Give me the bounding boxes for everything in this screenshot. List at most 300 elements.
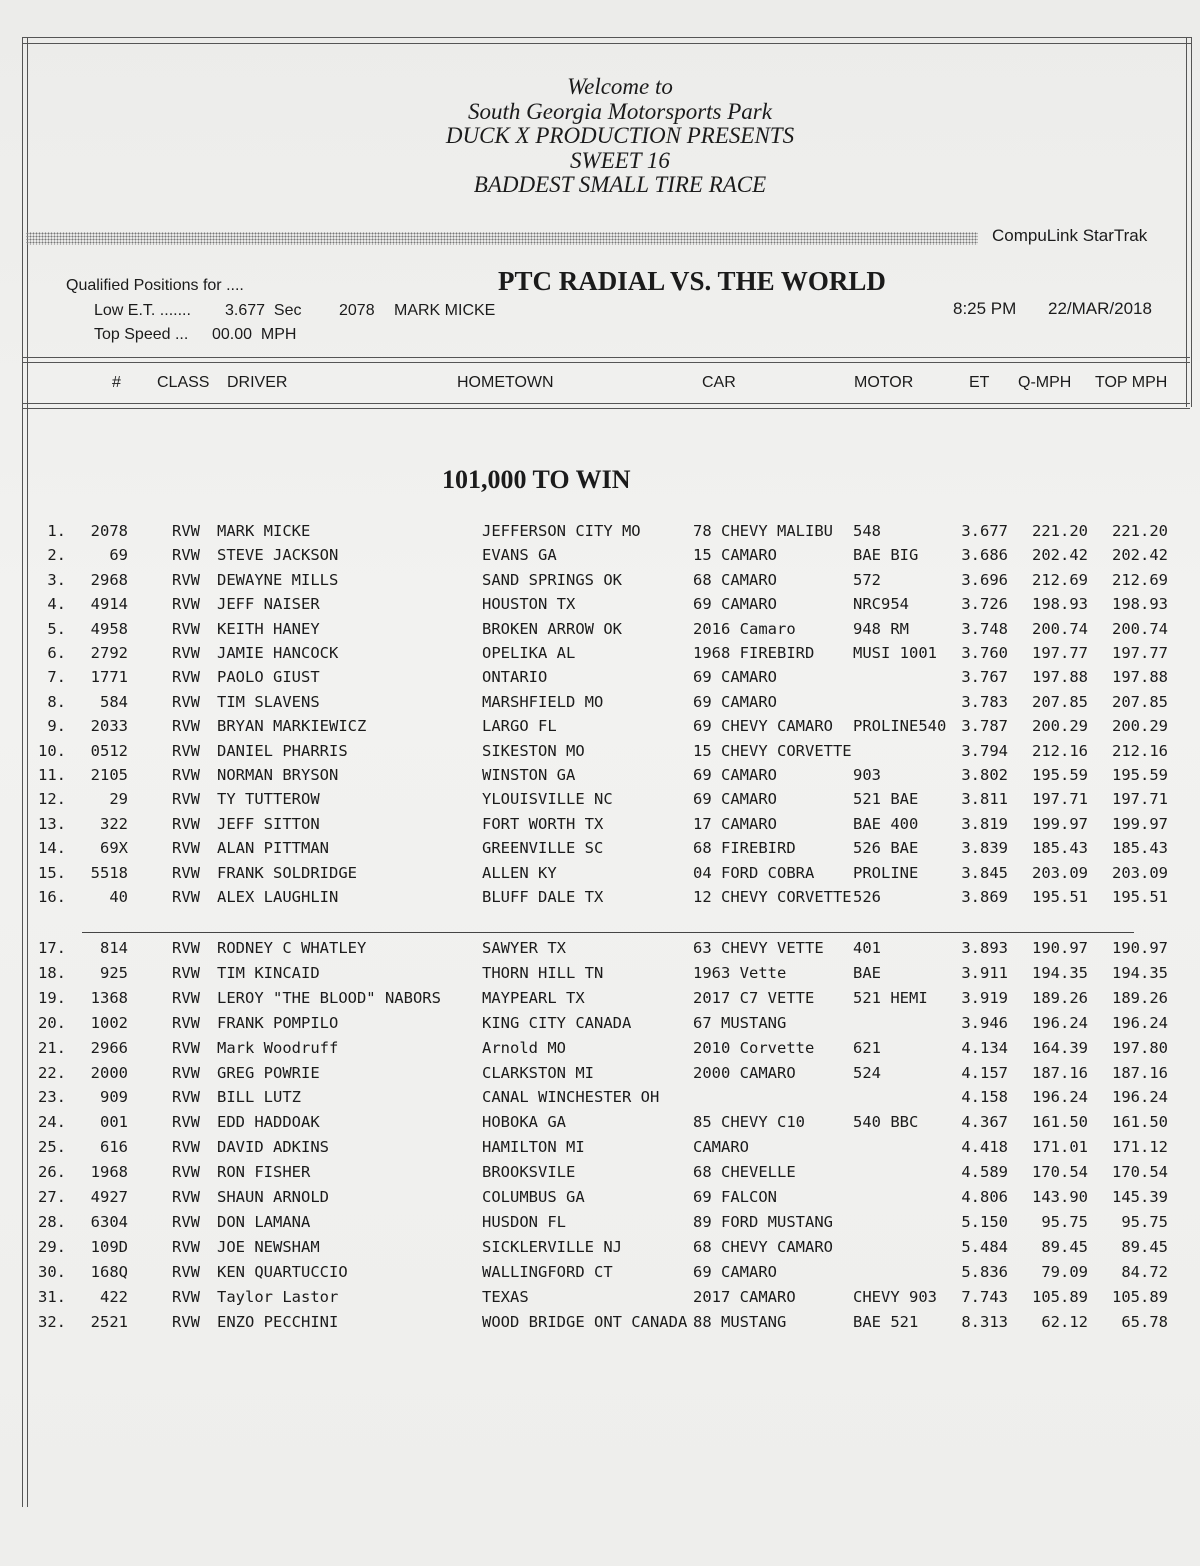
hometown: HUSDON FL <box>482 1212 566 1231</box>
top-mph: 197.77 <box>1112 644 1168 662</box>
qualifying-mph: 89.45 <box>1041 1237 1088 1256</box>
hometown: FORT WORTH TX <box>482 814 604 833</box>
result-row <box>0 1263 1200 1287</box>
result-row <box>0 888 1200 912</box>
class: RVW <box>172 644 200 662</box>
motor: BAE <box>853 963 881 982</box>
car-number: 29 <box>109 790 128 809</box>
car: 1968 FIREBIRD <box>693 644 815 662</box>
qualifying-mph: 195.51 <box>1032 888 1088 906</box>
car: 17 CAMARO <box>693 814 777 833</box>
welcome-banner <box>0 75 1200 198</box>
hometown: LARGO FL <box>482 717 557 736</box>
position: 11. <box>38 766 66 784</box>
col-header-car: CAR <box>702 374 736 391</box>
result-row <box>0 571 1200 595</box>
result-row <box>0 522 1200 546</box>
driver-name: MARK MICKE <box>217 522 311 540</box>
elapsed-time: 3.919 <box>961 988 1008 1007</box>
position: 29. <box>38 1237 66 1256</box>
hometown: JEFFERSON CITY MO <box>482 522 641 540</box>
hometown: BROKEN ARROW OK <box>482 619 622 638</box>
car: 69 CAMARO <box>693 1262 777 1281</box>
class: RVW <box>172 1262 200 1281</box>
result-row <box>0 668 1200 692</box>
qualifying-mph: 185.43 <box>1032 839 1088 858</box>
header-bottom-rule <box>22 403 1190 409</box>
car: 68 FIREBIRD <box>693 839 796 858</box>
car: 2017 CAMARO <box>693 1287 796 1306</box>
car-number: 69X <box>100 839 128 858</box>
hometown: HAMILTON MI <box>482 1138 585 1157</box>
motor: NRC954 <box>853 595 909 614</box>
qualifying-mph: 212.16 <box>1032 741 1088 760</box>
result-row <box>0 1288 1200 1312</box>
col-header-class: CLASS <box>157 374 210 391</box>
result-row <box>0 1088 1200 1112</box>
class: RVW <box>172 1013 200 1032</box>
low-et-value: 3.677 Sec <box>225 302 302 319</box>
result-row <box>0 989 1200 1013</box>
class: RVW <box>172 963 200 982</box>
hometown: ONTARIO <box>482 668 548 687</box>
report-date: 22/MAR/2018 <box>1048 299 1152 318</box>
car: 78 CHEVY MALIBU <box>693 522 833 540</box>
welcome-line: Welcome to <box>567 74 673 99</box>
presenter-line: DUCK X PRODUCTION PRESENTS <box>445 123 795 148</box>
car: 89 FORD MUSTANG <box>693 1212 833 1231</box>
elapsed-time: 4.157 <box>961 1063 1008 1082</box>
hometown: WINSTON GA <box>482 766 576 784</box>
top-mph: 212.16 <box>1112 741 1168 760</box>
hometown: OPELIKA AL <box>482 644 576 662</box>
driver-name: ENZO PECCHINI <box>217 1312 339 1331</box>
driver-name: BILL LUTZ <box>217 1088 301 1107</box>
car-number: 4914 <box>90 595 128 614</box>
top-mph: 105.89 <box>1112 1287 1168 1306</box>
qualifying-mph: 199.97 <box>1032 814 1088 833</box>
position: 19. <box>38 988 66 1007</box>
position: 4. <box>47 595 66 614</box>
top-mph: 202.42 <box>1112 546 1168 565</box>
elapsed-time: 3.893 <box>961 939 1008 957</box>
driver-name: TIM KINCAID <box>217 963 320 982</box>
elapsed-time: 3.783 <box>961 692 1008 711</box>
position: 1. <box>47 522 66 540</box>
top-mph: 221.20 <box>1112 522 1168 540</box>
result-row <box>0 620 1200 644</box>
result-row <box>0 939 1200 963</box>
car: 2016 Camaro <box>693 619 796 638</box>
driver-name: PAOLO GIUST <box>217 668 320 687</box>
col-header-driver: DRIVER <box>227 374 288 391</box>
class: RVW <box>172 1237 200 1256</box>
driver-name: FRANK SOLDRIDGE <box>217 863 357 882</box>
qualifying-mph: 195.59 <box>1032 766 1088 784</box>
driver-name: DANIEL PHARRIS <box>217 741 348 760</box>
class: RVW <box>172 1138 200 1157</box>
class: RVW <box>172 522 200 540</box>
top-mph: 200.74 <box>1112 619 1168 638</box>
class: RVW <box>172 570 200 589</box>
car-number: 168Q <box>90 1262 128 1281</box>
elapsed-time: 3.802 <box>961 766 1008 784</box>
elapsed-time: 3.760 <box>961 644 1008 662</box>
position: 26. <box>38 1163 66 1182</box>
car: 88 MUSTANG <box>693 1312 787 1331</box>
top-mph: 199.97 <box>1112 814 1168 833</box>
qualifying-mph: 164.39 <box>1032 1038 1088 1057</box>
hometown: SICKLERVILLE NJ <box>482 1237 622 1256</box>
elapsed-time: 5.484 <box>961 1237 1008 1256</box>
car: 15 CAMARO <box>693 546 777 565</box>
hometown: TEXAS <box>482 1287 529 1306</box>
motor: CHEVY 903 <box>853 1287 937 1306</box>
class: RVW <box>172 863 200 882</box>
motor: 572 <box>853 570 881 589</box>
top-mph: 95.75 <box>1121 1212 1168 1231</box>
motor: BAE 521 <box>853 1312 919 1331</box>
top-mph: 190.97 <box>1112 939 1168 957</box>
car: 69 CAMARO <box>693 692 777 711</box>
motor: 524 <box>853 1063 881 1082</box>
top-mph: 189.26 <box>1112 988 1168 1007</box>
elapsed-time: 4.367 <box>961 1113 1008 1132</box>
car-number: 4927 <box>90 1188 128 1206</box>
class: RVW <box>172 1088 200 1107</box>
driver-name: RON FISHER <box>217 1163 311 1182</box>
car-number: 814 <box>100 939 128 957</box>
driver-name: ALAN PITTMAN <box>217 839 329 858</box>
car-number: 1368 <box>90 988 128 1007</box>
car-number: 001 <box>100 1113 128 1132</box>
elapsed-time: 4.134 <box>961 1038 1008 1057</box>
qualifying-mph: 197.88 <box>1032 668 1088 687</box>
elapsed-time: 3.677 <box>961 522 1008 540</box>
field-cut-line <box>82 932 1134 933</box>
elapsed-time: 3.811 <box>961 790 1008 809</box>
car: 69 CAMARO <box>693 595 777 614</box>
elapsed-time: 3.767 <box>961 668 1008 687</box>
hometown: EVANS GA <box>482 546 557 565</box>
qualifying-mph: 194.35 <box>1032 963 1088 982</box>
class: RVW <box>172 717 200 736</box>
elapsed-time: 3.787 <box>961 717 1008 736</box>
car-number: 2078 <box>90 522 128 540</box>
elapsed-time: 3.839 <box>961 839 1008 858</box>
driver-name: DEWAYNE MILLS <box>217 570 339 589</box>
car: 69 CHEVY CAMARO <box>693 717 833 736</box>
col-header-hometown: HOMETOWN <box>457 374 554 391</box>
car-number: 2105 <box>90 766 128 784</box>
col-header-q-mph: Q-MPH <box>1018 374 1072 391</box>
motor: 526 <box>853 888 881 906</box>
track-name: South Georgia Motorsports Park <box>468 98 772 124</box>
top-mph: 207.85 <box>1112 692 1168 711</box>
driver-name: STEVE JACKSON <box>217 546 339 565</box>
top-mph: 194.35 <box>1112 963 1168 982</box>
elapsed-time: 3.748 <box>961 619 1008 638</box>
purse-heading: 101,000 TO WIN <box>442 465 631 494</box>
car-number: 909 <box>100 1088 128 1107</box>
result-row <box>0 964 1200 988</box>
qualifying-mph: 198.93 <box>1032 595 1088 614</box>
car-number: 0512 <box>90 741 128 760</box>
qualifying-mph: 197.71 <box>1032 790 1088 809</box>
top-mph: 197.71 <box>1112 790 1168 809</box>
class: RVW <box>172 1287 200 1306</box>
result-row <box>0 1113 1200 1137</box>
car: 12 CHEVY CORVETTE <box>693 888 852 906</box>
qualifying-mph: 202.42 <box>1032 546 1088 565</box>
car: 68 CHEVY CAMARO <box>693 1237 833 1256</box>
position: 13. <box>38 814 66 833</box>
position: 23. <box>38 1088 66 1107</box>
qualifying-mph: 197.77 <box>1032 644 1088 662</box>
car-number: 2792 <box>90 644 128 662</box>
result-row <box>0 1039 1200 1063</box>
timing-system-brand: CompuLink StarTrak <box>992 226 1148 245</box>
motor: 526 BAE <box>853 839 919 858</box>
position: 31. <box>38 1287 66 1306</box>
driver-name: Mark Woodruff <box>217 1038 339 1057</box>
position: 30. <box>38 1262 66 1281</box>
position: 25. <box>38 1138 66 1157</box>
top-mph: 65.78 <box>1121 1312 1168 1331</box>
position: 10. <box>38 741 66 760</box>
car-number: 925 <box>100 963 128 982</box>
hometown: MARSHFIELD MO <box>482 692 604 711</box>
class: RVW <box>172 692 200 711</box>
car: 69 CAMARO <box>693 668 777 687</box>
car-number: 2521 <box>90 1312 128 1331</box>
qualifying-mph: 200.74 <box>1032 619 1088 638</box>
elapsed-time: 4.158 <box>961 1088 1008 1107</box>
qualifying-mph: 62.12 <box>1041 1312 1088 1331</box>
car-number: 422 <box>100 1287 128 1306</box>
elapsed-time: 3.726 <box>961 595 1008 614</box>
motor: PROLINE540 <box>853 717 947 736</box>
car-number: 2000 <box>90 1063 128 1082</box>
elapsed-time: 7.743 <box>961 1287 1008 1306</box>
result-row <box>0 644 1200 668</box>
qualifying-mph: 105.89 <box>1032 1287 1088 1306</box>
car-number: 1771 <box>90 668 128 687</box>
class: RVW <box>172 839 200 858</box>
position: 18. <box>38 963 66 982</box>
qualified-label: Qualified Positions for .... <box>66 277 244 294</box>
motor: 401 <box>853 939 881 957</box>
elapsed-time: 3.686 <box>961 546 1008 565</box>
class: RVW <box>172 888 200 906</box>
class: RVW <box>172 619 200 638</box>
top-mph: 195.51 <box>1112 888 1168 906</box>
result-row <box>0 693 1200 717</box>
car: 85 CHEVY C10 <box>693 1113 805 1132</box>
driver-name: JEFF SITTON <box>217 814 320 833</box>
motor: 548 <box>853 522 881 540</box>
elapsed-time: 5.836 <box>961 1262 1008 1281</box>
car-number: 2966 <box>90 1038 128 1057</box>
hometown: YLOUISVILLE NC <box>482 790 613 809</box>
hometown: WOOD BRIDGE ONT CANADA <box>482 1312 688 1331</box>
qualifying-mph: 196.24 <box>1032 1013 1088 1032</box>
result-row <box>0 1014 1200 1038</box>
top-mph: 185.43 <box>1112 839 1168 858</box>
car: 2000 CAMARO <box>693 1063 796 1082</box>
motor: 903 <box>853 766 881 784</box>
driver-name: DON LAMANA <box>217 1212 311 1231</box>
top-mph: 196.24 <box>1112 1013 1168 1032</box>
position: 8. <box>47 692 66 711</box>
hometown: WALLINGFORD CT <box>482 1262 613 1281</box>
top-mph: 198.93 <box>1112 595 1168 614</box>
class: RVW <box>172 595 200 614</box>
position: 16. <box>38 888 66 906</box>
result-row <box>0 864 1200 888</box>
col-header-motor: MOTOR <box>854 374 914 391</box>
class: RVW <box>172 668 200 687</box>
top-mph: 195.59 <box>1112 766 1168 784</box>
motor: MUSI 1001 <box>853 644 937 662</box>
elapsed-time: 3.845 <box>961 863 1008 882</box>
position: 7. <box>47 668 66 687</box>
top-mph: 170.54 <box>1112 1163 1168 1182</box>
class: RVW <box>172 766 200 784</box>
hometown: SIKESTON MO <box>482 741 585 760</box>
result-row <box>0 595 1200 619</box>
elapsed-time: 3.946 <box>961 1013 1008 1032</box>
top-mph: 197.80 <box>1112 1038 1168 1057</box>
position: 24. <box>38 1113 66 1132</box>
car: 15 CHEVY CORVETTE <box>693 741 852 760</box>
position: 15. <box>38 863 66 882</box>
driver-name: TIM SLAVENS <box>217 692 320 711</box>
elapsed-time: 3.794 <box>961 741 1008 760</box>
top-mph: 197.88 <box>1112 668 1168 687</box>
elapsed-time: 3.819 <box>961 814 1008 833</box>
qualifying-mph: 187.16 <box>1032 1063 1088 1082</box>
hometown: MAYPEARL TX <box>482 988 585 1007</box>
car: 67 MUSTANG <box>693 1013 787 1032</box>
car: 68 CAMARO <box>693 570 777 589</box>
result-row <box>0 1313 1200 1337</box>
event-series: SWEET 16 <box>570 147 670 173</box>
class: RVW <box>172 988 200 1007</box>
position: 5. <box>47 619 66 638</box>
car-number: 40 <box>109 888 128 906</box>
car-number: 1002 <box>90 1013 128 1032</box>
car-number: 616 <box>100 1138 128 1157</box>
elapsed-time: 4.418 <box>961 1138 1008 1157</box>
class: RVW <box>172 814 200 833</box>
driver-name: BRYAN MARKIEWICZ <box>217 717 367 736</box>
class: RVW <box>172 546 200 565</box>
qualifying-mph: 207.85 <box>1032 692 1088 711</box>
position: 17. <box>38 939 66 957</box>
motor: 540 BBC <box>853 1113 919 1132</box>
car: 69 FALCON <box>693 1188 777 1206</box>
hometown: HOUSTON TX <box>482 595 576 614</box>
top-mph: 187.16 <box>1112 1063 1168 1082</box>
result-row <box>0 1138 1200 1162</box>
driver-name: KEN QUARTUCCIO <box>217 1262 348 1281</box>
position: 21. <box>38 1038 66 1057</box>
car: 69 CAMARO <box>693 766 777 784</box>
driver-name: NORMAN BRYSON <box>217 766 339 784</box>
result-row <box>0 1213 1200 1237</box>
class: RVW <box>172 1063 200 1082</box>
driver-name: JEFF NAISER <box>217 595 320 614</box>
top-mph: 196.24 <box>1112 1088 1168 1107</box>
qualifying-mph: 189.26 <box>1032 988 1088 1007</box>
elapsed-time: 8.313 <box>961 1312 1008 1331</box>
elapsed-time: 5.150 <box>961 1212 1008 1231</box>
qualifying-mph: 161.50 <box>1032 1113 1088 1132</box>
event-subtitle: BADDEST SMALL TIRE RACE <box>473 172 767 197</box>
driver-name: RODNEY C WHATLEY <box>217 939 367 957</box>
low-et-label: Low E.T. ....... <box>94 302 191 319</box>
class: RVW <box>172 1312 200 1331</box>
driver-name: EDD HADDOAK <box>217 1113 320 1132</box>
hometown: SAND SPRINGS OK <box>482 570 622 589</box>
class: RVW <box>172 1188 200 1206</box>
hometown: COLUMBUS GA <box>482 1188 585 1206</box>
motor: 948 RM <box>853 619 909 638</box>
hometown: THORN HILL TN <box>482 963 604 982</box>
car-number: 109D <box>90 1237 128 1256</box>
hometown: Arnold MO <box>482 1038 566 1057</box>
report-time: 8:25 PM <box>953 299 1017 318</box>
result-row <box>0 790 1200 814</box>
class: RVW <box>172 1113 200 1132</box>
result-row <box>0 839 1200 863</box>
position: 3. <box>47 570 66 589</box>
car: 1963 Vette <box>693 963 787 982</box>
qualifying-mph: 200.29 <box>1032 717 1088 736</box>
qualifying-mph: 170.54 <box>1032 1163 1088 1182</box>
hometown: ALLEN KY <box>482 863 557 882</box>
frame-top-rule <box>22 37 1192 44</box>
hometown: HOBOKA GA <box>482 1113 566 1132</box>
position: 9. <box>47 717 66 736</box>
car-number: 6304 <box>90 1212 128 1231</box>
driver-name: KEITH HANEY <box>217 619 320 638</box>
car: 2010 Corvette <box>693 1038 815 1057</box>
qualifying-mph: 143.90 <box>1032 1188 1088 1206</box>
top-mph: 200.29 <box>1112 717 1168 736</box>
result-row <box>0 1188 1200 1212</box>
car: 68 CHEVELLE <box>693 1163 796 1182</box>
elapsed-time: 3.869 <box>961 888 1008 906</box>
car-number: 2968 <box>90 570 128 589</box>
top-mph: 84.72 <box>1121 1262 1168 1281</box>
elapsed-time: 3.696 <box>961 570 1008 589</box>
class: RVW <box>172 939 200 957</box>
class: RVW <box>172 1163 200 1182</box>
col-header-top-mph: TOP MPH <box>1095 374 1168 391</box>
motor: BAE BIG <box>853 546 919 565</box>
motor: 621 <box>853 1038 881 1057</box>
result-row <box>0 766 1200 790</box>
elapsed-time: 3.911 <box>961 963 1008 982</box>
qualifying-mph: 196.24 <box>1032 1088 1088 1107</box>
position: 22. <box>38 1063 66 1082</box>
top-mph: 203.09 <box>1112 863 1168 882</box>
motor: PROLINE <box>853 863 919 882</box>
driver-name: TY TUTTEROW <box>217 790 320 809</box>
class: RVW <box>172 1038 200 1057</box>
